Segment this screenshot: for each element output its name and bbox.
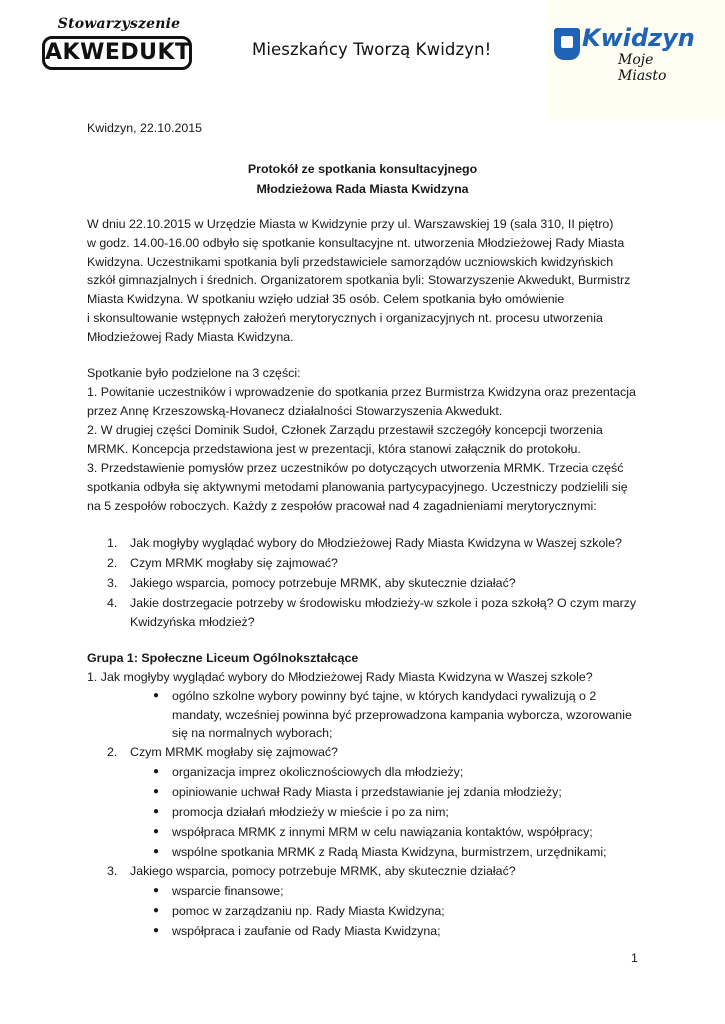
question-number: 2.	[107, 556, 118, 570]
kwidzyn-logo	[552, 22, 702, 82]
answer-line: ogólno szkolne wybory powinny być tajne, w których kandydaci rywalizują o 2	[172, 689, 597, 703]
date-line: Kwidzyn, 22.10.2015	[87, 121, 203, 135]
answer-line: mandaty, wcześniej powinna być przeprowadzona kampania wyborcza, wzorowanie	[172, 708, 632, 722]
group-question: Jakiego wsparcia, pomocy potrzebuje MRMK, aby skutecznie działać?	[130, 864, 516, 878]
question-number: 3.	[107, 576, 118, 590]
logo-word: AKWEDUKT	[42, 36, 192, 70]
akwedukt-logo	[42, 16, 196, 78]
bullet-icon: ●	[153, 905, 160, 916]
answer-line: wsparcie finansowe;	[172, 884, 284, 898]
bullet-icon: ●	[153, 690, 160, 701]
header-title: Mieszkańcy Tworzą Kwidzyn!	[252, 40, 492, 59]
question-number: 4.	[107, 596, 118, 610]
answer-line: promocja działań młodzieży w mieście i po za nim;	[172, 805, 449, 819]
logo-script-text: Stowarzyszenie	[57, 16, 181, 32]
answer-line: wspólne spotkania MRMK z Radą Miasta Kwidzyna, burmistrzem, urzędnikami;	[172, 845, 607, 859]
question-text: Jak mogłyby wyglądać wybory do Młodzieżowej Rady Miasta Kwidzyna w Waszej szkole?	[130, 536, 622, 550]
parts-line: przez Annę Krzeszowską-Hovanecz działalności Stowarzyszenia Akwedukt.	[87, 404, 503, 418]
bullet-icon: ●	[153, 846, 160, 857]
parts-line: spotkania odbyła się aktywnymi metodami planowania partycypacyjnego. Uczestniczy podzielili się	[87, 480, 628, 494]
bullet-icon: ●	[153, 806, 160, 817]
question-number: 3.	[107, 864, 118, 878]
intro-line: Młodzieżowej Rady Miasta Kwidzyna.	[87, 330, 294, 344]
answer-line: pomoc w zarządzaniu np. Rady Miasta Kwidzyna;	[172, 904, 445, 918]
bullet-icon: ●	[153, 885, 160, 896]
question-text-continued: Kwidzyńska młodzież?	[130, 615, 255, 629]
parts-line: MRMK. Koncepcja przedstawiona jest w prezentacji, która stanowi załącznik do protokołu.	[87, 442, 581, 456]
parts-line: 1. Powitanie uczestników i wprowadzenie do spotkania przez Burmistrza Kwidzyna oraz prezentacja	[87, 385, 636, 399]
question-text: Jakiego wsparcia, pomocy potrzebuje MRMK, aby skutecznie działać?	[130, 576, 516, 590]
kwidzyn-logo-word: Kwidzyn	[582, 24, 695, 52]
question-number: 2.	[107, 745, 118, 759]
parts-line: Spotkanie było podzielone na 3 części:	[87, 366, 301, 380]
answer-line: opiniowanie uchwał Rady Miasta i przedstawianie jej zdania młodzieży;	[172, 785, 562, 799]
group-question: 1. Jak mogłyby wyglądać wybory do Młodzieżowej Rady Miasta Kwidzyna w Waszej szkole?	[87, 670, 593, 684]
parts-line: 2. W drugiej części Dominik Sudoł, Członek Zarządu przestawił szczegóły koncepcji tworzenia	[87, 423, 603, 437]
bullet-icon: ●	[153, 766, 160, 777]
bullet-icon: ●	[153, 925, 160, 936]
parts-line: na 5 zespołów roboczych. Każdy z zespołów pracował nad 4 zagadnieniami merytorycznymi:	[87, 499, 597, 513]
question-number: 1.	[107, 536, 118, 550]
answer-line: się na normalnych wyborach;	[172, 726, 333, 740]
intro-line: W dniu 22.10.2015 w Urzędzie Miasta w Kwidzynie przy ul. Warszawskiej 19 (sala 310, II piętro)	[87, 217, 614, 231]
intro-line: Miasta Kwidzyna. W spotkaniu wzięło udział 35 osób. Celem spotkania było omówienie	[87, 292, 565, 306]
page-number: 1	[631, 951, 638, 965]
question-text: Czym MRMK mogłaby się zajmować?	[130, 556, 338, 570]
group-question: Czym MRMK mogłaby się zajmować?	[130, 745, 338, 759]
answer-line: organizacja imprez okolicznościowych dla młodzieży;	[172, 765, 464, 779]
document-title-line1: Protokół ze spotkania konsultacyjnego	[247, 162, 478, 176]
bullet-icon: ●	[153, 826, 160, 837]
question-text: Jakie dostrzegacie potrzeby w środowisku młodzieży-w szkole i poza szkołą? O czym marzy	[130, 596, 637, 610]
bullet-icon: ●	[153, 786, 160, 797]
answer-line: współpraca MRMK z innymi MRM w celu nawiązania kontaktów, współpracy;	[172, 825, 593, 839]
kwidzyn-logo-sub: Moje Miasto	[618, 52, 667, 84]
document-title-line2: Młodzieżowa Rada Miasta Kwidzyna	[256, 182, 469, 196]
group-heading: Grupa 1: Społeczne Liceum Ogólnokształcące	[87, 651, 359, 665]
answer-line: współpraca i zaufanie od Rady Miasta Kwidzyna;	[172, 924, 441, 938]
intro-line: w godz. 14.00-16.00 odbyło się spotkanie konsultacyjne nt. utworzenia Młodzieżowej Rady Miasta	[87, 236, 625, 250]
intro-line: szkół gimnazjalnych i średnich. Organizatorem spotkania byli: Stowarzyszenie Akwedukt, Burmistrz	[87, 273, 631, 287]
crest-icon	[554, 28, 580, 60]
intro-line: i skonsultowanie wstępnych założeń merytorycznych i organizacyjnych nt. procesu utworzenia	[87, 311, 603, 325]
intro-line: Kwidzyna. Uczestnikami spotkania byli przedstawiciele samorządów uczniowskich kwidzyńskich	[87, 255, 614, 269]
parts-line: 3. Przedstawienie pomysłów przez uczestników po dotyczących utworzenia MRMK. Trzecia część	[87, 461, 624, 475]
